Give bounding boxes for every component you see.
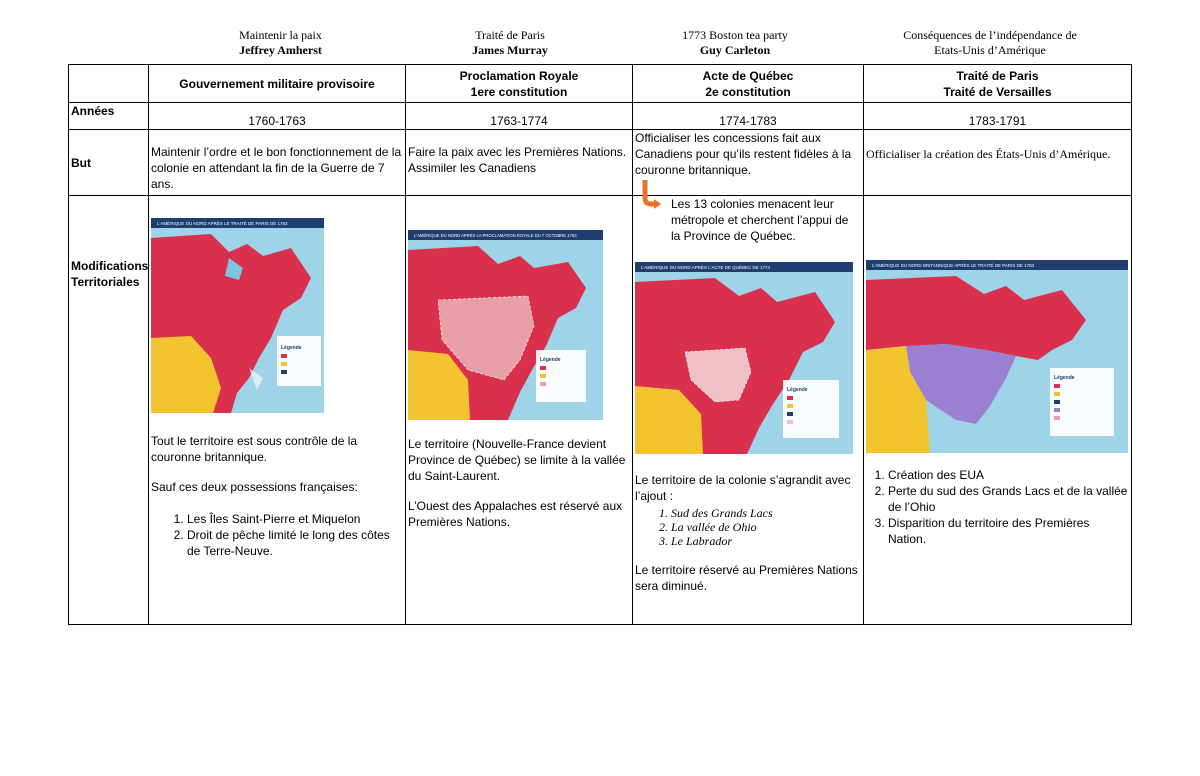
col1-paragraph: Tout le territoire est sous contrôle de la couronne britannique. bbox=[151, 434, 358, 464]
row-label-line: Modifications bbox=[71, 259, 149, 273]
list-item: 2. La vallée de Ohio bbox=[671, 520, 861, 534]
table-header-row bbox=[69, 65, 1132, 103]
col3-intro bbox=[635, 196, 861, 244]
map-title: L'AMÉRIQUE DU NORD APRÈS LE TRAITÉ DE PARIS DE 1763 bbox=[157, 221, 288, 226]
header-line1: Conséquences de l’indépendance de bbox=[903, 28, 1077, 42]
but-cell: Officialiser la création des États-Unis d’Amérique. bbox=[864, 130, 1132, 196]
col4-list bbox=[866, 467, 1129, 547]
map-1763 bbox=[151, 218, 324, 413]
map-legend: Légende bbox=[1054, 375, 1075, 381]
column-subtitle: 2e constitution bbox=[705, 84, 791, 99]
column-title: Traité de Paris bbox=[956, 68, 1039, 83]
column-title: Gouvernement militaire provisoire bbox=[179, 76, 375, 91]
map-legend: Légende bbox=[540, 357, 561, 363]
but-cell: Officialiser les concessions fait aux Canadiens pour qu’ils restent fidèles à la couronne britannique. bbox=[633, 130, 864, 196]
but-row bbox=[69, 130, 1132, 196]
annees-cell: 1763-1774 bbox=[406, 103, 633, 130]
history-table bbox=[68, 64, 1132, 625]
modif-cell-4 bbox=[864, 196, 1132, 625]
header-line2: James Murray bbox=[472, 43, 548, 57]
header-line1: 1773 Boston tea party bbox=[682, 28, 788, 42]
annees-cell: 1760-1763 bbox=[149, 103, 406, 130]
header-consequences bbox=[895, 28, 1085, 58]
col2-paragraph: Le territoire (Nouvelle-France devient Province de Québec) se limite à la vallée du Saint-Laurent. bbox=[408, 437, 626, 483]
header-line1: Traité de Paris bbox=[475, 28, 545, 42]
map-title: L'AMÉRIQUE DU NORD APRÈS LA PROCLAMATION ROYALE DU 7 OCTOBRE 1763 bbox=[414, 233, 577, 238]
annees-cell: 1783-1791 bbox=[864, 103, 1132, 130]
column-header-1 bbox=[149, 65, 406, 103]
column-header-2 bbox=[406, 65, 633, 103]
map-title: L'AMÉRIQUE DU NORD APRÈS L'ACTE DE QUÉBEC DE 1774 bbox=[641, 265, 771, 270]
column-header-3 bbox=[633, 65, 864, 103]
modif-cell-2 bbox=[406, 196, 633, 625]
map-title: L'AMÉRIQUE DU NORD BRITANNIQUE APRÈS LE TRAITÉ DE PARIS DE 1783 bbox=[872, 263, 1035, 268]
curved-arrow-icon bbox=[639, 180, 663, 210]
col1-paragraph: Sauf ces deux possessions françaises: bbox=[151, 480, 358, 494]
map-proclamation bbox=[408, 230, 603, 420]
but-cell: Faire la paix avec les Premières Nations. Assimiler les Canadiens bbox=[406, 130, 633, 196]
list-item: 1. Sud des Grands Lacs bbox=[671, 506, 861, 520]
col2-paragraph: L’Ouest des Appalaches est réservé aux Premières Nations. bbox=[408, 499, 623, 529]
modif-cell-3 bbox=[633, 196, 864, 625]
header-line2: Etats-Unis d’Amérique bbox=[934, 43, 1046, 57]
column-subtitle: 1ere constitution bbox=[470, 84, 568, 99]
column-header-4 bbox=[864, 65, 1132, 103]
header-line2: Jeffrey Amherst bbox=[239, 43, 322, 57]
but-cell: Maintenir l’ordre et le bon fonctionnement de la colonie en attendant la fin de la Guerre de 7 ans. bbox=[149, 130, 406, 196]
col1-list bbox=[151, 511, 403, 559]
annees-cell: 1774-1783 bbox=[633, 103, 864, 130]
list-item: 1. Les Îles Saint-Pierre et Miquelon bbox=[187, 511, 403, 527]
corner-cell bbox=[69, 65, 149, 103]
map-legend: Légende bbox=[281, 345, 302, 351]
list-item: 2. Droit de pêche limité le long des côtes de Terre-Neuve. bbox=[187, 527, 403, 559]
col3-paragraph: Le territoire réservé au Premières Nations sera diminué. bbox=[635, 563, 858, 593]
row-label-but: But bbox=[69, 130, 149, 196]
map-legend: Légende bbox=[787, 387, 808, 393]
header-line1: Maintenir la paix bbox=[239, 28, 322, 42]
list-item: 3. Le Labrador bbox=[671, 534, 861, 548]
list-item: 2. Perte du sud des Grands Lacs et de la vallée de l’Ohio bbox=[888, 483, 1129, 515]
header-murray bbox=[460, 28, 560, 58]
header-amherst bbox=[228, 28, 333, 58]
header-line2: Guy Carleton bbox=[699, 43, 771, 57]
header-carleton bbox=[670, 28, 800, 58]
col3-list bbox=[635, 506, 861, 548]
row-label-modifications bbox=[69, 196, 149, 625]
modifications-row bbox=[69, 196, 1132, 625]
list-item: 3. Disparition du territoire des Premières Nation. bbox=[888, 515, 1129, 547]
map-acte-quebec bbox=[635, 262, 853, 454]
column-title: Proclamation Royale bbox=[459, 68, 579, 83]
column-title: Acte de Québec bbox=[702, 68, 794, 83]
column-subtitle: Traité de Versailles bbox=[943, 84, 1052, 99]
col3-paragraph: Le territoire de la colonie s’agrandit avec l’ajout : bbox=[635, 473, 851, 503]
map-1783 bbox=[866, 260, 1128, 453]
list-item: 1. Création des EUA bbox=[888, 467, 1129, 483]
modif-cell-1 bbox=[149, 196, 406, 625]
col3-intro-text: Les 13 colonies menacent leur métropole et cherchent l’appui de la Province de Québec. bbox=[671, 197, 849, 243]
row-label-line: Territoriales bbox=[71, 275, 140, 289]
annees-row bbox=[69, 103, 1132, 130]
row-label-annees: Années bbox=[69, 103, 149, 130]
